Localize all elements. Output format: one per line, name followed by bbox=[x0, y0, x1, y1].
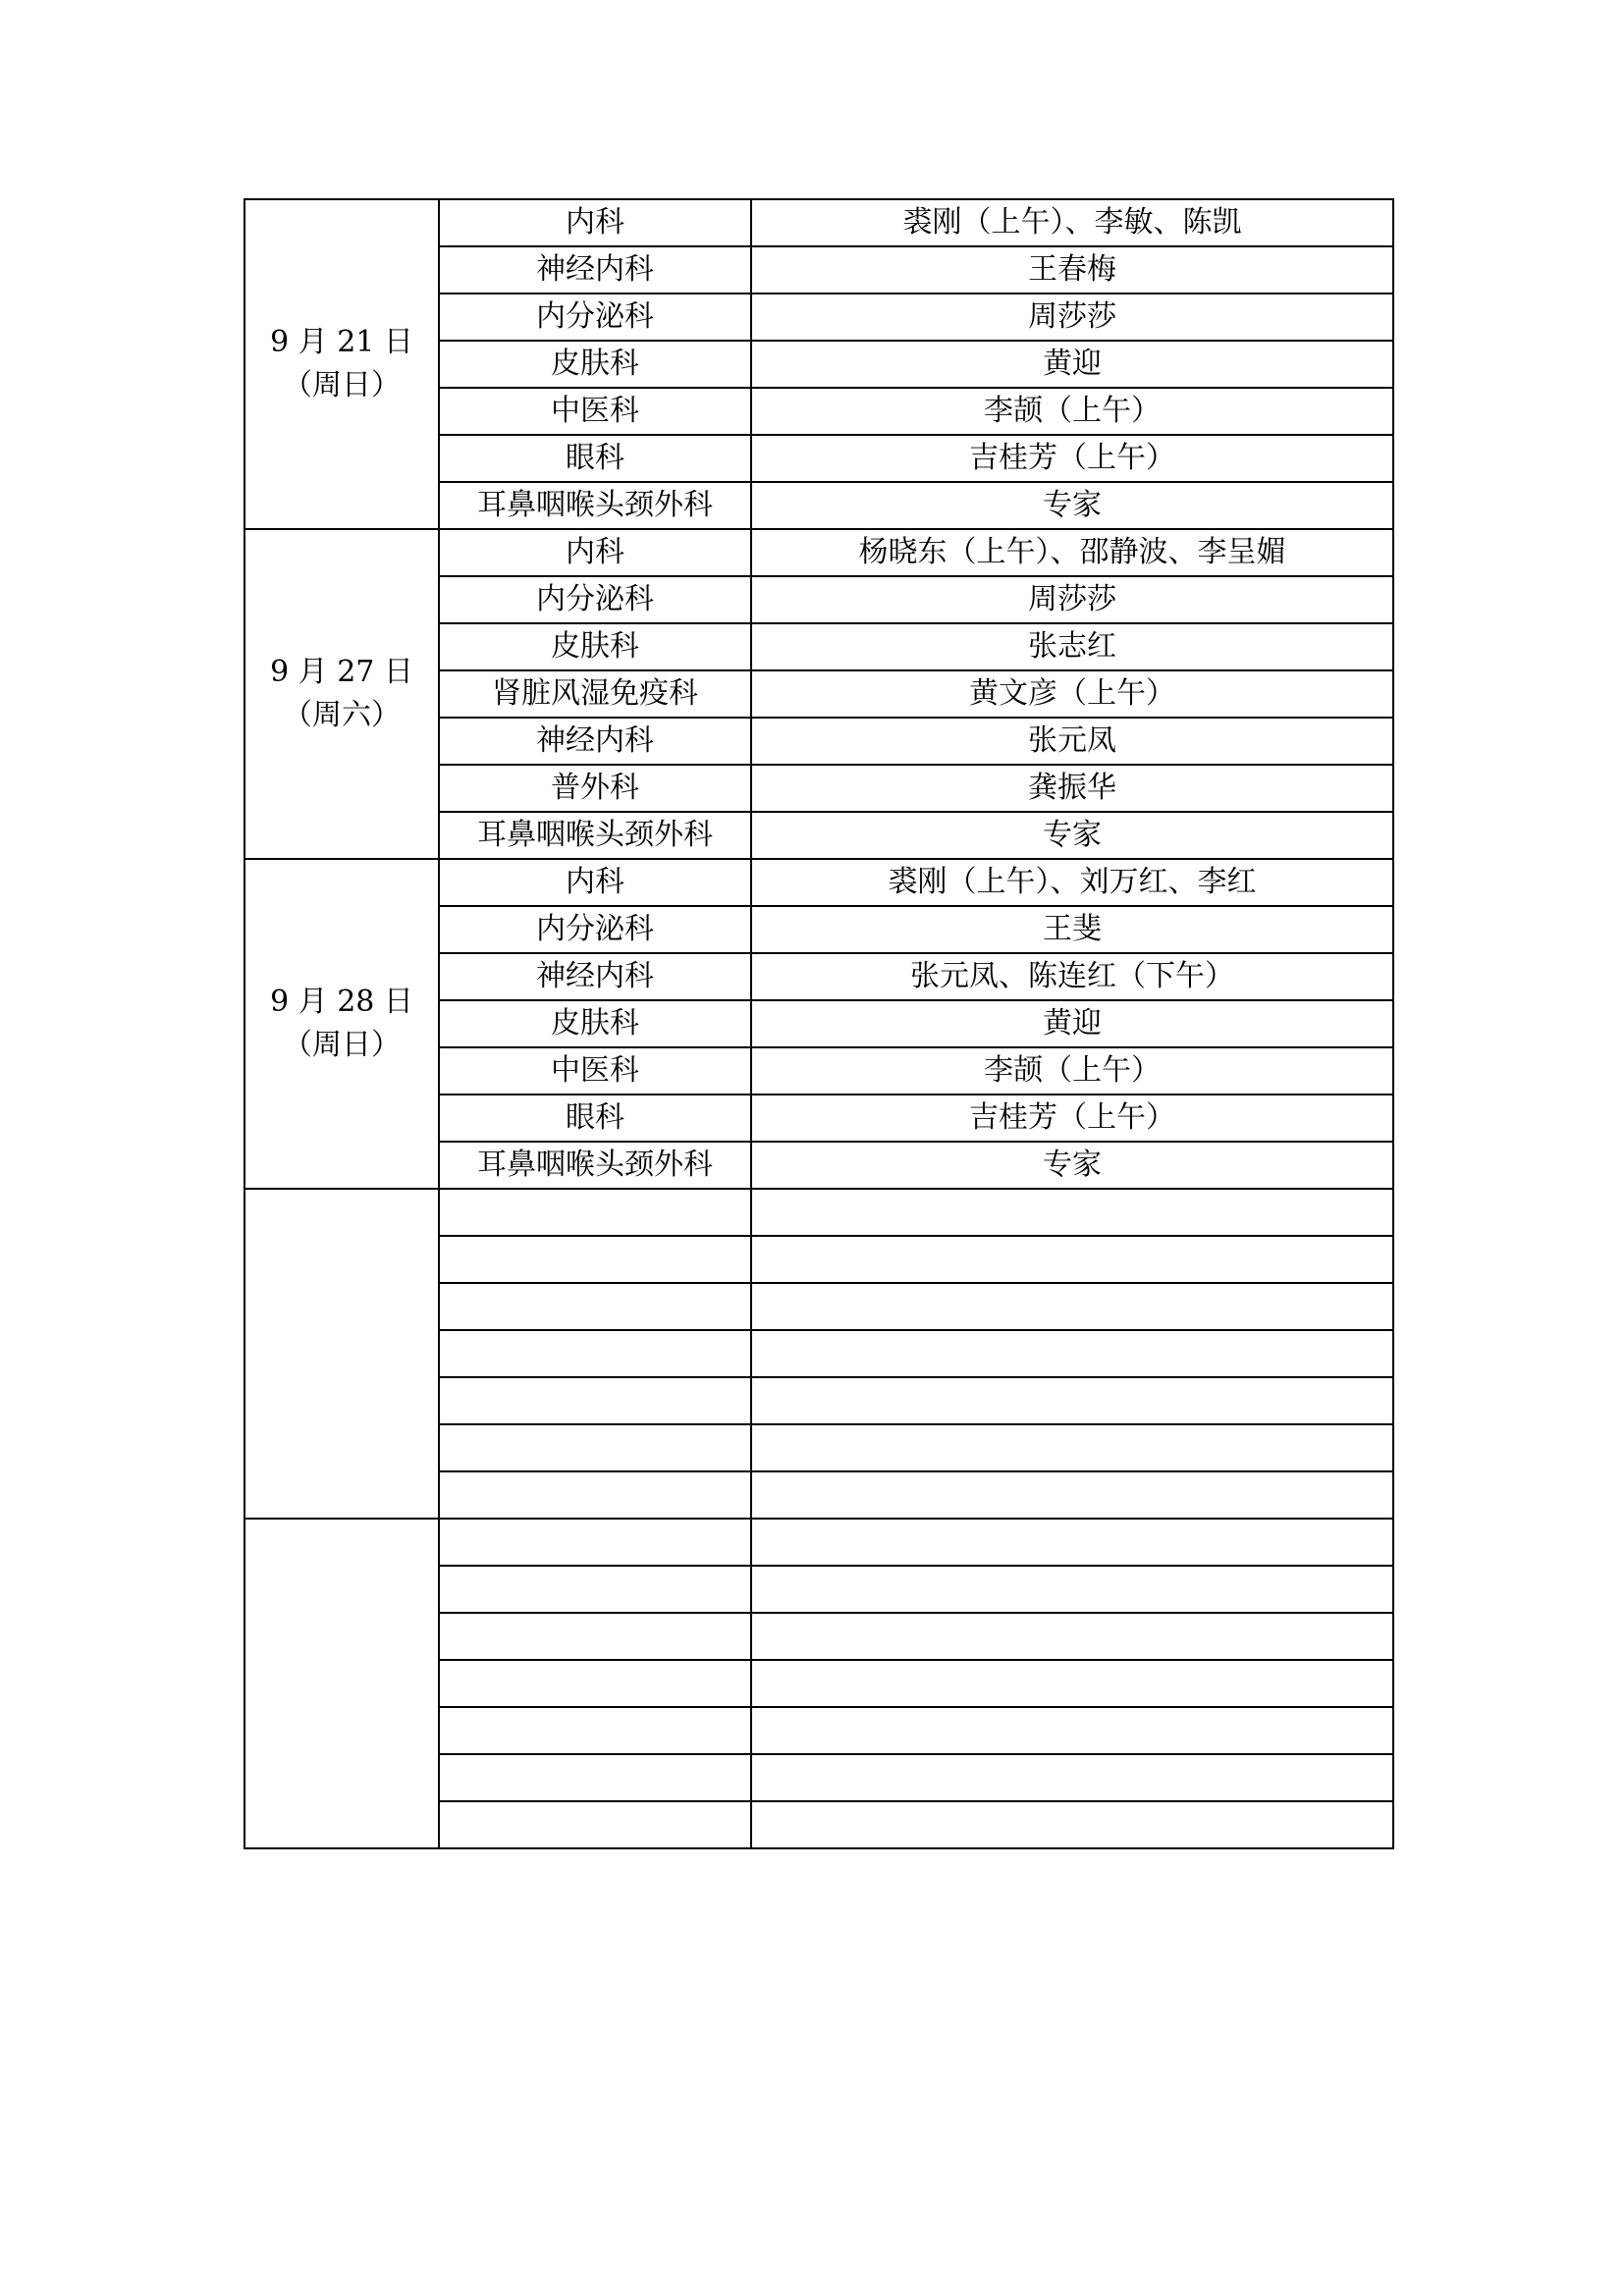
department-cell: 眼科 bbox=[439, 1095, 751, 1142]
doctors-cell: 杨晓东（上午）、邵静波、李呈媚 bbox=[751, 529, 1393, 576]
department-cell: 皮肤科 bbox=[439, 1000, 751, 1047]
doctors-cell: 专家 bbox=[751, 482, 1393, 529]
doctors-cell bbox=[751, 1613, 1393, 1660]
department-cell bbox=[439, 1660, 751, 1707]
schedule-row bbox=[244, 859, 1393, 906]
doctors-cell bbox=[751, 1801, 1393, 1848]
department-cell: 肾脏风湿免疫科 bbox=[439, 670, 751, 718]
department-cell: 普外科 bbox=[439, 765, 751, 812]
department-cell bbox=[439, 1613, 751, 1660]
department-cell bbox=[439, 1330, 751, 1377]
doctors-cell bbox=[751, 1566, 1393, 1613]
department-cell bbox=[439, 1519, 751, 1566]
department-cell bbox=[439, 1377, 751, 1424]
doctors-cell bbox=[751, 1519, 1393, 1566]
weekday-label: （周日） bbox=[283, 368, 401, 402]
doctors-cell: 王春梅 bbox=[751, 246, 1393, 294]
department-cell: 耳鼻咽喉头颈外科 bbox=[439, 482, 751, 529]
department-cell: 中医科 bbox=[439, 388, 751, 435]
date-label: 9 月 27 日 bbox=[270, 655, 413, 689]
doctors-cell: 专家 bbox=[751, 1142, 1393, 1189]
doctors-cell: 专家 bbox=[751, 812, 1393, 859]
department-cell bbox=[439, 1754, 751, 1801]
department-cell bbox=[439, 1707, 751, 1754]
department-cell: 神经内科 bbox=[439, 718, 751, 765]
doctors-cell bbox=[751, 1377, 1393, 1424]
doctors-cell: 周莎莎 bbox=[751, 294, 1393, 341]
department-cell: 眼科 bbox=[439, 435, 751, 482]
department-cell bbox=[439, 1189, 751, 1236]
date-cell bbox=[244, 1189, 439, 1519]
doctors-cell bbox=[751, 1754, 1393, 1801]
department-cell bbox=[439, 1424, 751, 1471]
department-cell bbox=[439, 1283, 751, 1330]
doctors-cell bbox=[751, 1189, 1393, 1236]
doctors-cell bbox=[751, 1424, 1393, 1471]
department-cell bbox=[439, 1236, 751, 1283]
department-cell: 皮肤科 bbox=[439, 623, 751, 670]
weekday-label: （周日） bbox=[283, 1028, 401, 1062]
department-cell bbox=[439, 1801, 751, 1848]
doctors-cell: 黄迎 bbox=[751, 1000, 1393, 1047]
doctors-cell: 黄迎 bbox=[751, 341, 1393, 388]
schedule-body bbox=[244, 199, 1393, 1848]
date-cell bbox=[244, 859, 439, 1189]
department-cell: 内科 bbox=[439, 529, 751, 576]
clinic-schedule-table bbox=[244, 198, 1394, 1849]
doctors-cell: 张元凤 bbox=[751, 718, 1393, 765]
doctors-cell bbox=[751, 1330, 1393, 1377]
department-cell: 神经内科 bbox=[439, 953, 751, 1000]
date-cell bbox=[244, 1519, 439, 1848]
doctors-cell: 黄文彦（上午） bbox=[751, 670, 1393, 718]
department-cell: 耳鼻咽喉头颈外科 bbox=[439, 812, 751, 859]
date-label: 9 月 28 日 bbox=[270, 985, 413, 1019]
date-cell bbox=[244, 199, 439, 529]
doctors-cell: 李颉（上午） bbox=[751, 388, 1393, 435]
department-cell: 皮肤科 bbox=[439, 341, 751, 388]
doctors-cell: 裘刚（上午）、刘万红、李红 bbox=[751, 859, 1393, 906]
doctors-cell: 裘刚（上午）、李敏、陈凯 bbox=[751, 199, 1393, 246]
doctors-cell: 龚振华 bbox=[751, 765, 1393, 812]
doctors-cell bbox=[751, 1707, 1393, 1754]
doctors-cell: 李颉（上午） bbox=[751, 1047, 1393, 1095]
department-cell: 神经内科 bbox=[439, 246, 751, 294]
department-cell: 内分泌科 bbox=[439, 576, 751, 623]
department-cell bbox=[439, 1471, 751, 1519]
department-cell: 内分泌科 bbox=[439, 906, 751, 953]
schedule-row bbox=[244, 529, 1393, 576]
doctors-cell: 张志红 bbox=[751, 623, 1393, 670]
date-label: 9 月 21 日 bbox=[270, 325, 413, 359]
doctors-cell: 吉桂芳（上午） bbox=[751, 435, 1393, 482]
doctors-cell bbox=[751, 1283, 1393, 1330]
department-cell: 耳鼻咽喉头颈外科 bbox=[439, 1142, 751, 1189]
schedule-row bbox=[244, 1519, 1393, 1566]
doctors-cell bbox=[751, 1660, 1393, 1707]
department-cell: 内分泌科 bbox=[439, 294, 751, 341]
weekday-label: （周六） bbox=[283, 698, 401, 732]
department-cell: 内科 bbox=[439, 859, 751, 906]
doctors-cell: 吉桂芳（上午） bbox=[751, 1095, 1393, 1142]
department-cell: 内科 bbox=[439, 199, 751, 246]
department-cell bbox=[439, 1566, 751, 1613]
doctors-cell bbox=[751, 1236, 1393, 1283]
doctors-cell: 周莎莎 bbox=[751, 576, 1393, 623]
doctors-cell bbox=[751, 1471, 1393, 1519]
doctors-cell: 张元凤、陈连红（下午） bbox=[751, 953, 1393, 1000]
schedule-row bbox=[244, 1189, 1393, 1236]
date-cell bbox=[244, 529, 439, 859]
schedule-row bbox=[244, 199, 1393, 246]
doctors-cell: 王斐 bbox=[751, 906, 1393, 953]
department-cell: 中医科 bbox=[439, 1047, 751, 1095]
